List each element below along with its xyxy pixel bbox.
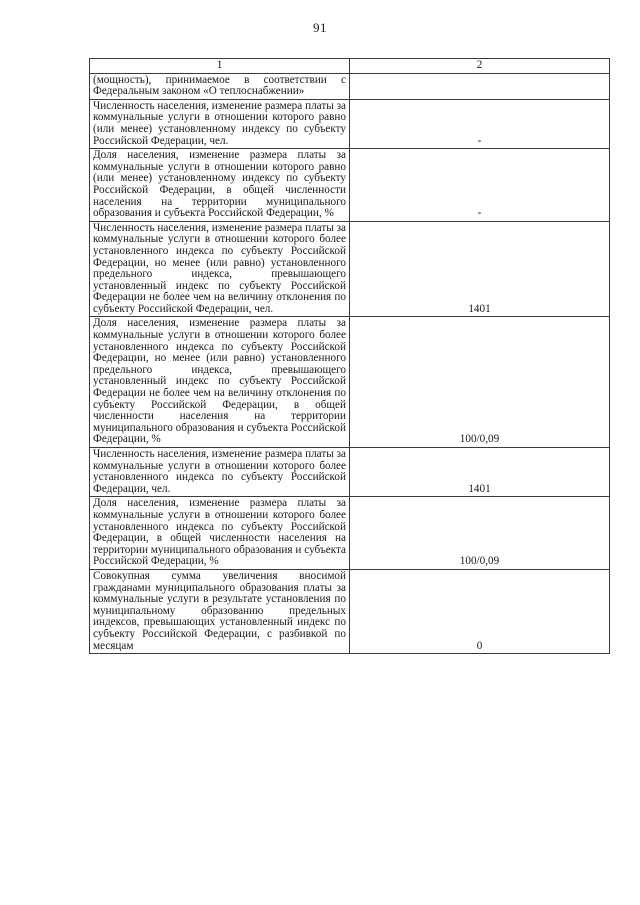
row-label: Доля населения, изменение размера платы за коммунальные услуги в отношении которого равно (или менее) установленному индексу по субъекту Российской Федерации, в общей численности населения на территории муниципального образования и субъекта Российской Федерации, % (90, 149, 350, 222)
table-row (90, 73, 610, 99)
table-row (90, 221, 610, 317)
table-row (90, 448, 610, 497)
row-label: Доля населения, изменение размера платы за коммунальные услуги в отношении которого более установленного индекса по субъекту Российской Федерации, но менее (или равно) установленного предельного индекса, превышающего установленный индекс по субъекту Российской Федерации не более чем на величину отклонения по субъекту Российской Федерации, в общей численности населения на территории муниципального образования и субъекта Российской Федерации, % (90, 317, 350, 448)
row-label: Доля населения, изменение размера платы за коммунальные услуги в отношении которого более установленного индекса по субъекту Российской Федерации, в общей численности населения на территории муниципального образования и субъекта Российской Федерации, % (90, 497, 350, 570)
table-row (90, 569, 610, 653)
column-header-2: 2 (350, 59, 610, 74)
row-value: 0 (350, 569, 610, 653)
row-value: 1401 (350, 448, 610, 497)
table-row (90, 99, 610, 148)
row-label: (мощность), принимаемое в соответствии с Федеральным законом «О теплоснабжении» (90, 73, 350, 99)
row-label: Численность населения, изменение размера платы за коммунальные услуги в отношении которого более установленного индекса по субъекту Российской Федерации, чел. (90, 448, 350, 497)
row-label: Совокупная сумма увеличения вносимой гражданами муниципального образования платы за коммунальные услуги в результате установления по муниципальному образованию предельных индексов, превышающих установленный индекс по субъекту Российской Федерации, с разбивкой по месяцам (90, 569, 350, 653)
table-row (90, 497, 610, 570)
row-value: - (350, 99, 610, 148)
row-value: 1401 (350, 221, 610, 317)
table-row (90, 317, 610, 448)
row-label: Численность населения, изменение размера платы за коммунальные услуги в отношении которого более установленного индекса по субъекту Российской Федерации, но менее (или равно) установленного предельного индекса, превышающего установленный индекс по субъекту Российской Федерации не более чем на величину отклонения по субъекту Российской Федерации, чел. (90, 221, 350, 317)
row-value: - (350, 149, 610, 222)
table-header-row (90, 59, 610, 74)
column-header-1: 1 (90, 59, 350, 74)
row-value: 100/0,09 (350, 317, 610, 448)
page-number: 91 (313, 20, 327, 35)
data-table (89, 58, 610, 654)
row-label: Численность населения, изменение размера платы за коммунальные услуги в отношении которого равно (или менее) установленному индексу по субъекту Российской Федерации, чел. (90, 99, 350, 148)
row-value (350, 73, 610, 99)
table-row (90, 149, 610, 222)
row-value: 100/0,09 (350, 497, 610, 570)
